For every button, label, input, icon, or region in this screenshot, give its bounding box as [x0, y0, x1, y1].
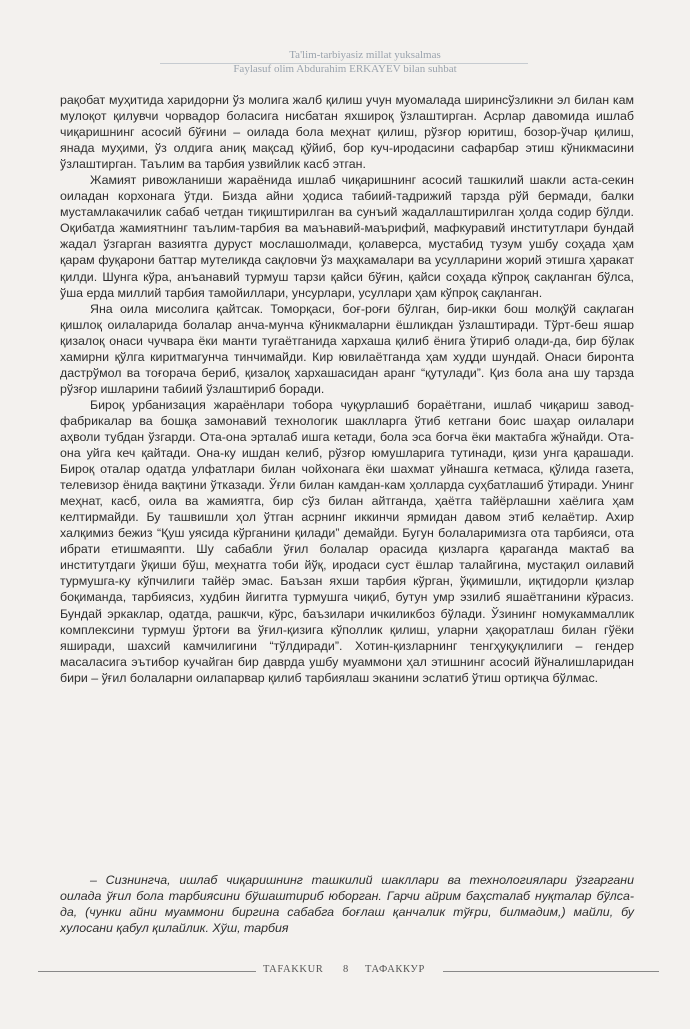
article-body [60, 92, 634, 686]
header-divider [160, 63, 528, 64]
paragraph: Жамият ривожланиши жараёнида ишлаб чиқаришнинг асосий ташкилий шакли аста-секин оиладан корхонага ўтди. Бизда айни ҳодиса табиий-тадрижий тарзда рўй бермади, балки мустамлакачилик сабаб четдан тиқиштирилган ва сунъий жадаллаштирилган ҳолда содир бўлди. Оқибатда жамиятнинг таълим-тарбия ва маънавий-маърифий, мафкуравий институтлари бундай жадал ўзгарган вазиятга дуруст мослашолмади, қолаверса, мустабид тузум ушбу соҳада ҳам қарам фуқарони баттар мутеликда сақловчи ўз маҳкамалари ва усулларини жорий этишга ҳаракат қилди. Шунга кўра, анъанавий турмуш тарзи қайси бўғин, қайси соҳада кўпроқ сақланган бўлса, ўша ерда миллий тарбия тамойиллари, унсурлари, усуллари ҳам кўпроқ сақланган. [60, 173, 634, 300]
footer-rule-left [38, 971, 256, 972]
footer-rule-right [443, 971, 659, 972]
paragraph: Яна оила мисолига қайтсак. Томорқаси, боғ-роғи бўлган, бир-икки бош молқўй сақлаган қишлоқ оилаларида болалар анча-мунча кўникмаларни ёшликдан ўзлаштиради. Тўрт-беш яшар қизалоқ онаси чучвара ёки манти тугаётганида хархаша қилиб ёнига ўтириб олади-да, бир бўлак хамирни қўлга киритмагунча тинчимайди. Кир ювилаётганда ҳам худди шундай. Онаси биронта дастрўмол ва тоғорача бериб, қизалоқ хархашасидан аранг “қутулади”. Қиз бола ана шу тарзда рўзғор ишларини табиий ўзлаштириб боради. [60, 301, 634, 396]
paragraph: рақобат муҳитида харидорни ўз молига жалб қилиш учун муомалада ширинсўзликни эл билан кам мулоқот қилувчи чорвадор боласига нисбатан яхшироқ ўзлаштирган. Асрлар давомида ишлаб чиқаришнинг асосий бўғини – оилада бола меҳнат қилиш, рўзғор юритиш, бозор-ўчар қилиш, янада муҳими, ўз олдига аниқ мақсад қўйиб, бор куч-иродасини сафарбар этиш кўникмасини ўзлаштирган. Таълим ва тарбия узвийлик касб этган. [60, 93, 634, 172]
running-header [0, 48, 690, 76]
question-text: – Сизнингча, ишлаб чиқаришнинг ташкилий шакллари ва технологиялари ўзгаргани оилада ўғил бола тарбиясини бўшаштириб юборган. Гарчи айрим баҳсталаб нуқталар бўлса-да, (чунки айни муаммони биргина сабабга боғлаш қанчалик тўғри, билмадим,) майли, бу хулосани қабул қилайлик. Хўш, тарбия [60, 873, 634, 936]
header-series-title: Ta'lim-tarbiyasiz millat yuksalmas [289, 49, 441, 61]
header-subtitle: Faylasuf olim Abdurahim ERKAYEV bilan suhbat [233, 63, 457, 75]
interview-question [60, 872, 634, 936]
paragraph: Бироқ урбанизация жараёнлари тобора чуқурлашиб бораётгани, ишлаб чиқариш завод-фабрикалар ва бошқа замонавий технологик шаклларга ўтиб кетгани боис шаҳар оилалари аҳволи тубдан ўзгарди. Ота-она эрталаб ишга кетади, бола эса боғча ёки мактабга жўнайди. Ота-она уйга кеч қайтади. Она-ку ишдан келиб, рўзғор юмушларига тутинади, қизи унга қарашади. Бироқ оталар одатда улфатлари билан чойхонага ёки шахмат уйнашга кетмаса, қўлида газета, телевизор ёнида вақтини ўтказади. Ўғли билан камдан-кам ҳолларда суҳбатлашиб ўтиради. Унинг меҳнат, касб, оила ва жамиятга, бир сўз билан айтганда, ҳаётга тайёрлашни хаёлига ҳам келтирмайди. Бу ташвишли ҳол ўтган асрнинг иккинчи ярмидан давом этиб келаётир. Ахир халқимиз бежиз “Қуш уясида кўрганини қилади” демайди. Бугун болаларимизга ота тарбияси, ота ибрати етишмаяпти. Шу сабабли ўғил болалар орасида қизларга қараганда мактаб ва институтдаги ўқиши бўш, меҳнатга тоби йўқ, иродаси суст ёшлар талайгина, мустақил оилавий турмушга-ку кўпчилиги тайёр эмас. Баъзан яхши тарбия кўрган, ўқимишли, иқтидорли қизлар боқиманда, тарбиясиз, худбин йигитга турмушга чиқиб, бутун умр эзилиб яшаётганини кўрасиз. Бундай эркаклар, одатда, рашкчи, кўрс, баъзилари ичкиликбоз бўлади. Ўзининг номукаммаллик комплексини турмуш ўртоғи ва ўғил-қизига кўполлик қилиш, уларни ҳақоратлаш билан гўёки яширади, шахсий камчилигини “тўлдиради”. Хотин-қизларнинг тенгҳуқуқлилиги – гендер масаласига эътибор кучайган бир даврда ушбу муаммони ҳал этишнинг асосий йўналишларидан бири – ўғил болаларни оилапарвар қилиб тарбиялаш эканини эслатиб ўтиш ортиқча бўлмас. [60, 397, 634, 685]
footer-magazine-latin: TAFAKKUR [263, 964, 324, 975]
page-number: 8 [343, 964, 349, 975]
footer-magazine-cyrillic: ТАФАККУР [365, 964, 425, 975]
page-footer [0, 963, 690, 979]
